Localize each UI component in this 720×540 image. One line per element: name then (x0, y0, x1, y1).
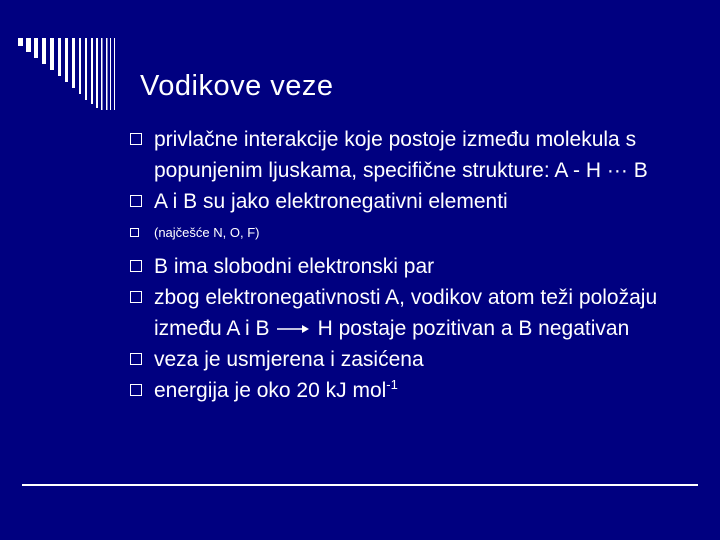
bullet-text: privlačne interakcije koje postoje između molekula s popunjenim ljuskama, specifične strukture: A - H ··· B (154, 128, 648, 182)
decorative-bar (18, 38, 23, 46)
decorative-bar (110, 38, 111, 110)
bullet-text: B ima slobodni elektronski par (154, 255, 435, 278)
bullet-text: energija je oko 20 kJ mol (154, 379, 387, 402)
square-bullet-icon (130, 353, 142, 365)
decorative-bar (114, 38, 115, 110)
square-bullet-icon (130, 260, 142, 272)
decorative-bar (42, 38, 46, 64)
bullet-item (130, 251, 690, 282)
square-bullet-icon (130, 291, 142, 303)
decorative-bar (26, 38, 31, 52)
square-bullet-icon (130, 384, 142, 396)
bullet-item (130, 186, 690, 217)
bullet-text: A i B su jako elektronegativni elementi (154, 190, 508, 213)
bottom-divider (22, 484, 698, 486)
decorative-bar (50, 38, 54, 70)
bullet-list (130, 124, 690, 406)
decorative-bar (58, 38, 61, 76)
decorative-bar (106, 38, 108, 110)
superscript: -1 (386, 377, 398, 392)
bullet-text: veza je usmjerena i zasićena (154, 348, 424, 371)
slide-title: Vodikove veze (140, 70, 334, 102)
right-arrow-icon (276, 322, 310, 336)
decorative-bar (85, 38, 87, 100)
decorative-bar (79, 38, 81, 94)
decorative-bar (65, 38, 68, 82)
decorative-bars (0, 0, 720, 110)
square-bullet-icon (130, 133, 142, 145)
bullet-item (130, 124, 690, 186)
decorative-bar (96, 38, 98, 108)
sub-bullet-item (130, 221, 690, 245)
bullet-text-continued: H postaje pozitivan a B negativan (317, 317, 630, 340)
decorative-bar (34, 38, 38, 58)
bullet-text: (najčešće N, O, F) (154, 225, 260, 240)
decorative-bar (91, 38, 93, 104)
bullet-item (130, 282, 690, 344)
square-bullet-icon (130, 195, 142, 207)
bullet-text: zbog elektronegativnosti A, vodikov atom teži položaju između A i B (154, 286, 658, 340)
bullet-item (130, 375, 690, 406)
decorative-bar (101, 38, 103, 110)
bullet-item (130, 344, 690, 375)
decorative-bar (72, 38, 75, 88)
square-bullet-icon (130, 228, 139, 237)
